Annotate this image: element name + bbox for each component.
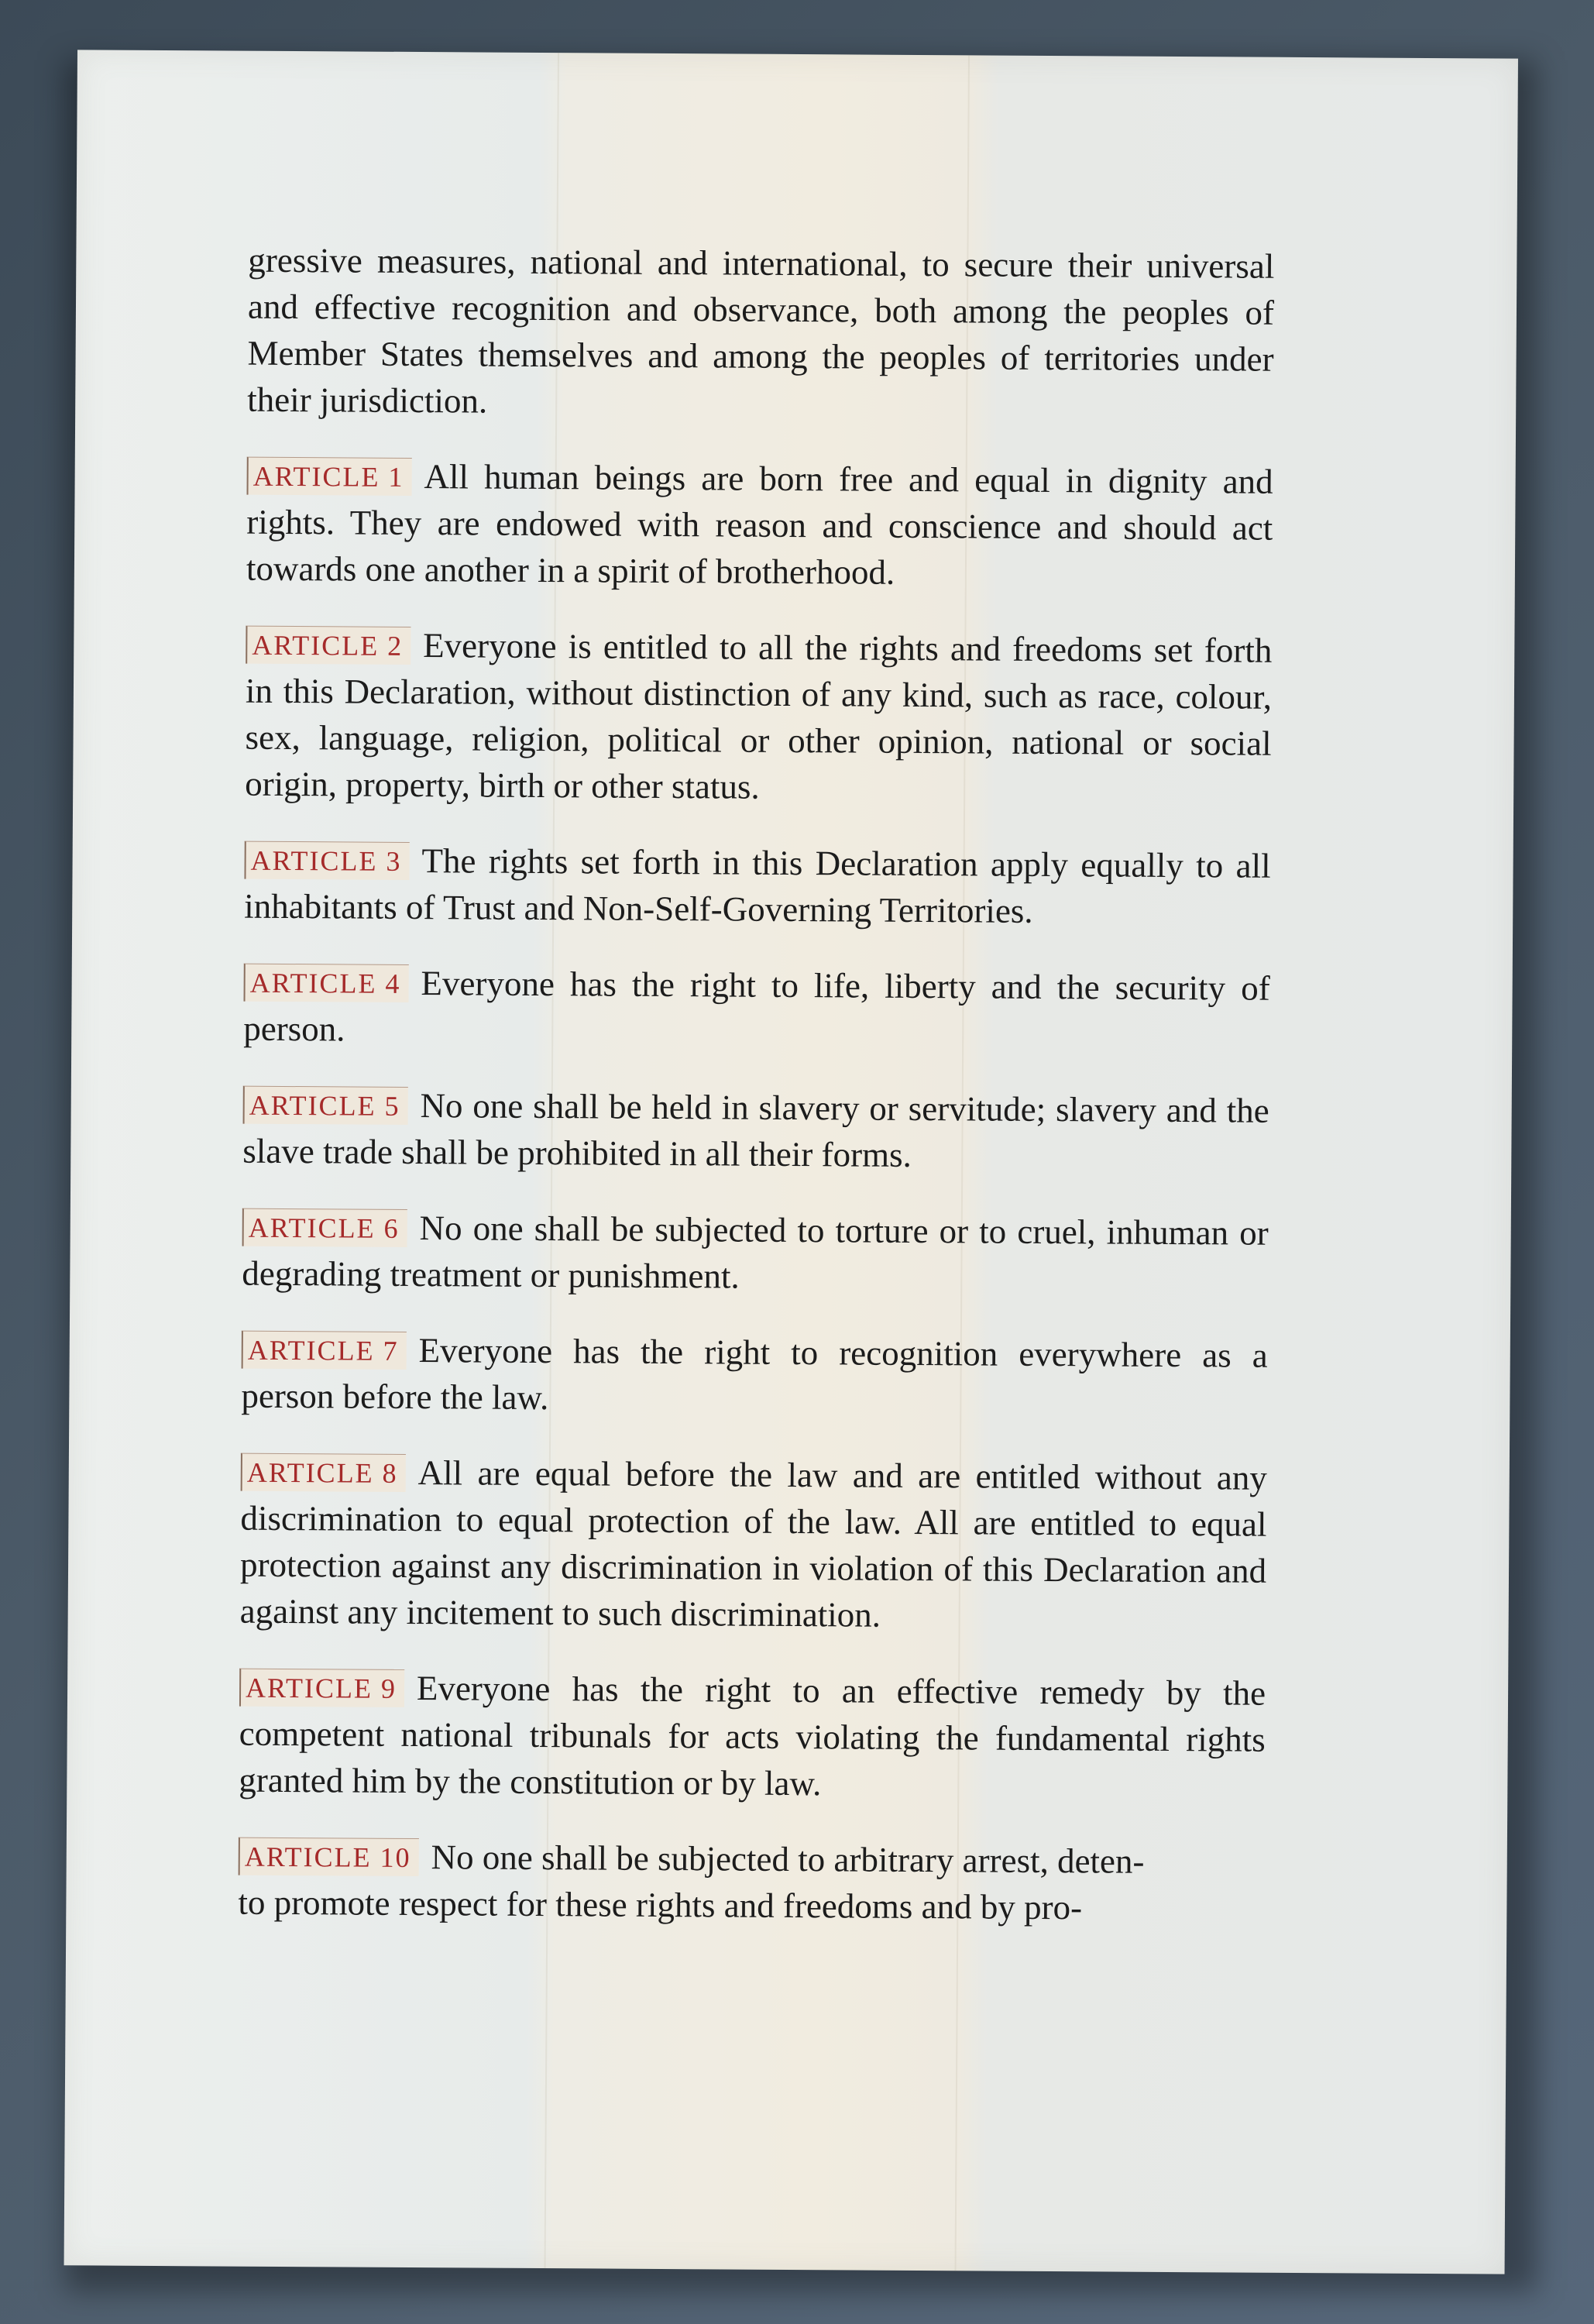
article-label: ARTICLE 1 bbox=[247, 457, 412, 496]
paper-page bbox=[64, 50, 1518, 2274]
article-label: ARTICLE 8 bbox=[241, 1453, 406, 1492]
article-text: No one shall be subjected to torture or to cruel, inhuman or degrading treatment or punishment. bbox=[242, 1208, 1269, 1296]
article-label: ARTICLE 9 bbox=[239, 1669, 404, 1707]
article-text: Everyone has the right to life, liberty and the security of person. bbox=[243, 964, 1270, 1049]
article-2 bbox=[245, 621, 1272, 813]
article-text: All are equal before the law and are entitled without any discrimination to equal protection of the law. All are entitled to equal protection against any discrimination in violation of this Declaration and against any incitement to such discrimination. bbox=[239, 1453, 1267, 1635]
article-text: Everyone has the right to an effective remedy by the competent national tribunals for acts violating the fundamental rights granted him by the constitution or by law. bbox=[239, 1669, 1266, 1803]
article-6 bbox=[242, 1204, 1269, 1303]
article-10 bbox=[238, 1833, 1265, 1932]
article-8 bbox=[240, 1449, 1267, 1641]
article-label: ARTICLE 2 bbox=[246, 626, 411, 665]
article-7 bbox=[241, 1326, 1268, 1425]
article-text: The rights set forth in this Declaration apply equally to all inhabitants of Trust and Non-Self-Governing Territories. bbox=[244, 841, 1271, 930]
closing-line: to promote respect for these rights and freedoms and by pro- bbox=[238, 1882, 1083, 1927]
article-4 bbox=[243, 959, 1270, 1058]
intro-paragraph: gressive measures, national and international, to secure their universal and effective recognition and observance, both among the peoples of Member States themselves and among the peoples of territories under their jurisdiction. bbox=[247, 240, 1275, 421]
article-label: ARTICLE 5 bbox=[243, 1086, 408, 1125]
article-1 bbox=[246, 452, 1273, 598]
article-label: ARTICLE 3 bbox=[244, 841, 409, 880]
article-text: All human beings are born free and equal in dignity and rights. They are endowed with reason and conscience and should act towards one another in a spirit of brotherhood. bbox=[246, 457, 1273, 592]
article-text: Everyone has the right to recognition everywhere as a person before the law. bbox=[241, 1331, 1268, 1418]
article-text: No one shall be subjected to arbitrary arrest, deten- bbox=[431, 1838, 1145, 1881]
article-3 bbox=[244, 837, 1271, 936]
article-label: ARTICLE 4 bbox=[244, 964, 409, 1002]
article-5 bbox=[242, 1081, 1269, 1181]
article-label: ARTICLE 10 bbox=[239, 1838, 419, 1876]
article-9 bbox=[239, 1664, 1266, 1810]
article-text-block bbox=[238, 237, 1274, 1932]
article-text: No one shall be held in slavery or servitude; slavery and the slave trade shall be prohibited in all their forms. bbox=[242, 1086, 1269, 1174]
article-label: ARTICLE 6 bbox=[242, 1208, 407, 1247]
article-label: ARTICLE 7 bbox=[242, 1331, 407, 1370]
article-text: Everyone is entitled to all the rights and freedoms set forth in this Declaration, without distinction of any kind, such as race, colour, sex, language, religion, political or other opinion, national or social origin, property, birth or other status. bbox=[245, 626, 1273, 806]
